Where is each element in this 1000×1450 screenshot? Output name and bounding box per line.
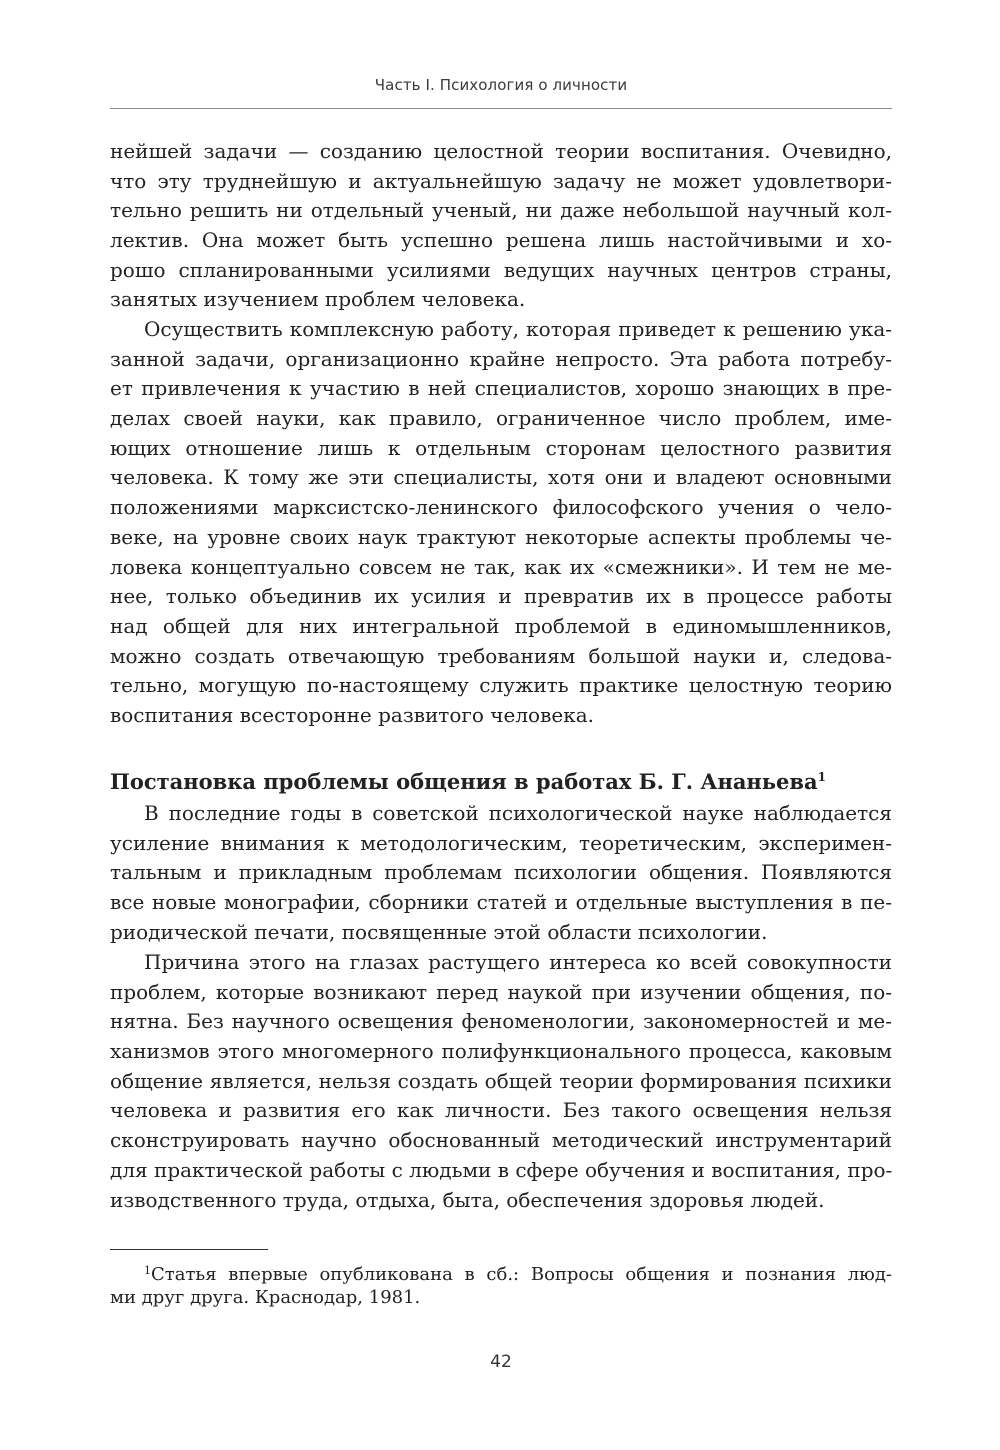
text-line: проблем, которые возникают перед наукой при изучении общения, по- (110, 979, 892, 1004)
text-line: тальным и прикладным проблемам психологии общения. Появляются (110, 860, 892, 885)
text-line: В последние годы в советской психологической науке наблюдается (144, 801, 892, 825)
footnote-text: Статья впервые опубликована в сб.: Вопросы общения и познания люд- (151, 1264, 892, 1285)
text-line: рошо спланированными усилиями ведущих научных центров страны, (110, 257, 892, 282)
header-divider (110, 108, 892, 109)
text-line: лектив. Она может быть успешно решена лишь настойчивыми и хо- (110, 228, 892, 253)
page-number: 42 (490, 1352, 512, 1372)
text-line: ханизмов этого многомерного полифункционального процесса, каковым (110, 1039, 892, 1064)
text-line: нее, только объединив их усилия и превратив их в процессе работы (110, 584, 892, 609)
text-line: Осуществить комплексную работу, которая приведет к решению ука- (144, 317, 892, 341)
text-line: воспитания всесторонне развитого человека. (110, 702, 594, 727)
text-line: общение является, нельзя создать общей теории формирования психики (110, 1068, 892, 1093)
text-line: занятых изучением проблем человека. (110, 287, 526, 312)
section-heading (110, 762, 892, 797)
paragraph (110, 799, 892, 947)
footnote-line: ми друг друга. Краснодар, 1981. (110, 1287, 421, 1308)
text-line: все новые монографии, сборники статей и отдельные выступления в пе- (110, 890, 892, 915)
footnote-line (110, 1257, 892, 1284)
running-head: Часть I. Психология о личности (374, 76, 628, 94)
footnote-mark: 1 (144, 1264, 151, 1277)
text-line: риодической печати, посвященные этой области психологии. (110, 919, 768, 944)
text-line: усиление внимания к методологическим, теоретическим, эксперимен- (110, 830, 892, 855)
text-line: что эту труднейшую и актуальнейшую задачу не может удовлетвори- (110, 168, 892, 193)
text-line: тельно, могущую по-настоящему служить практике целостную теорию (110, 673, 892, 698)
footnote (110, 1257, 892, 1311)
paragraph (110, 315, 892, 731)
text-line: для практической работы с людьми в сфере обучения и воспитания, про- (110, 1157, 893, 1182)
section-heading-text: Постановка проблемы общения в работах Б. Г. Ананьева (110, 769, 818, 794)
text-line: тельно решить ни отдельный ученый, ни даже небольшой научный кол- (110, 198, 892, 223)
text-line: веке, на уровне своих наук трактуют некоторые аспекты проблемы че- (110, 524, 892, 549)
footnote-reference: 1 (817, 770, 826, 784)
text-line: делах своей науки, как правило, ограниченное число проблем, име- (110, 406, 892, 431)
text-line: человека и развития его как личности. Без такого освещения нельзя (110, 1098, 892, 1123)
text-line: сконструировать научно обоснованный методический инструментарий (110, 1128, 892, 1153)
text-line: человека. К тому же эти специалисты, хотя они и владеют основными (110, 465, 892, 490)
text-line: ет привлечения к участию в ней специалистов, хорошо знающих в пре- (110, 376, 892, 401)
text-line: над общей для них интегральной проблемой в единомышленников, (110, 613, 892, 638)
text-line: занной задачи, организационно крайне непросто. Эта работа потребу- (110, 346, 892, 371)
text-line: нятна. Без научного освещения феноменологии, закономерностей и ме- (110, 1009, 892, 1034)
text-line: изводственного труда, отдыха, быта, обеспечения здоровья людей. (110, 1187, 825, 1212)
text-line: положениями марксистско-ленинского философского учения о чело- (110, 495, 892, 520)
text-line: можно создать отвечающую требованиям большой науки и, следова- (110, 643, 892, 668)
text-line: ющих отношение лишь к отдельным сторонам целостного развития (110, 435, 892, 460)
text-line: ловека концептуально совсем не так, как их «смежники». И тем не ме- (110, 554, 892, 579)
paragraph (110, 137, 892, 315)
text-line: нейшей задачи — созданию целостной теории воспитания. Очевидно, (110, 139, 892, 163)
paragraph (110, 948, 892, 1215)
footnote-divider (110, 1249, 268, 1250)
text-line: Причина этого на глазах растущего интереса ко всей совокупности (144, 950, 892, 974)
